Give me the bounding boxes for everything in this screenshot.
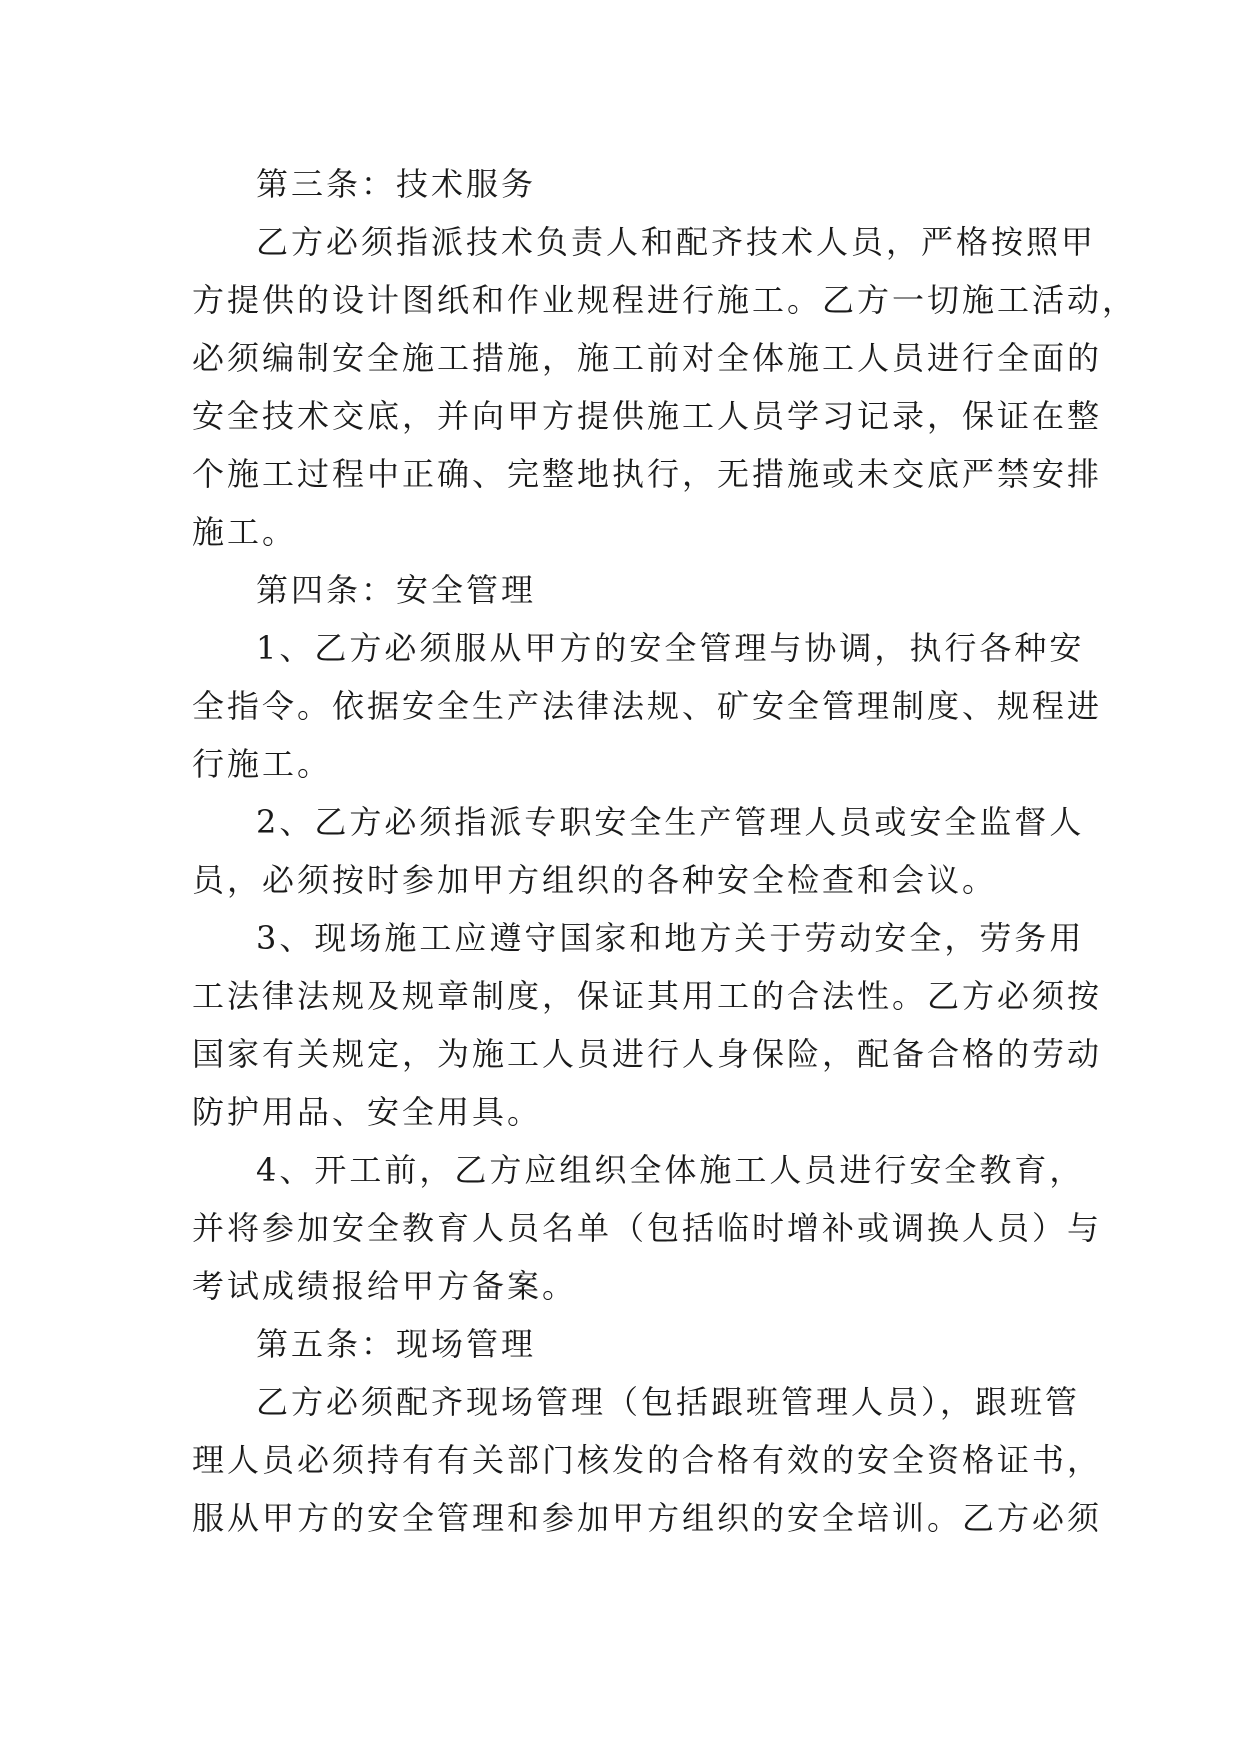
paragraph-line: 施工。 <box>192 513 298 551</box>
paragraph-line: 个施工过程中正确、完整地执行，无措施或未交底严禁安排 <box>192 455 1103 493</box>
document-body <box>192 155 1138 1547</box>
paragraph-line: 员，必须按时参加甲方组织的各种安全检查和会议。 <box>192 861 998 899</box>
paragraph-line: 并将参加安全教育人员名单（包括临时增补或调换人员）与 <box>192 1209 1103 1247</box>
paragraph-line: 考试成绩报给甲方备案。 <box>192 1267 578 1305</box>
paragraph-line: 国家有关规定，为施工人员进行人身保险，配备合格的劳动 <box>192 1035 1103 1073</box>
paragraph-line: 必须编制安全施工措施，施工前对全体施工人员进行全面的 <box>192 339 1103 377</box>
paragraph-line: 4、开工前，乙方应组织全体施工人员进行安全教育， <box>256 1151 1085 1189</box>
paragraph-line: 2、乙方必须指派专职安全生产管理人员或安全监督人 <box>256 803 1085 841</box>
article-5-heading: 第五条：现场管理 <box>256 1325 537 1363</box>
paragraph-line: 1、乙方必须服从甲方的安全管理与协调，执行各种安 <box>256 629 1085 667</box>
paragraph-line: 全指令。依据安全生产法律法规、矿安全管理制度、规程进 <box>192 687 1103 725</box>
paragraph-line: 服从甲方的安全管理和参加甲方组织的安全培训。乙方必须 <box>192 1499 1103 1537</box>
paragraph-line: 防护用品、安全用具。 <box>192 1093 543 1131</box>
paragraph-line: 乙方必须配齐现场管理（包括跟班管理人员），跟班管 <box>256 1383 1081 1421</box>
article-3-heading: 第三条：技术服务 <box>256 165 537 203</box>
paragraph-line: 3、现场施工应遵守国家和地方关于劳动安全，劳务用 <box>256 919 1085 957</box>
paragraph-line: 理人员必须持有有关部门核发的合格有效的安全资格证书， <box>192 1441 1103 1479</box>
paragraph-line: 行施工。 <box>192 745 333 783</box>
paragraph-line: 安全技术交底，并向甲方提供施工人员学习记录，保证在整 <box>192 397 1103 435</box>
article-4-heading: 第四条：安全管理 <box>256 571 537 609</box>
paragraph-line: 乙方必须指派技术负责人和配齐技术人员，严格按照甲 <box>256 223 1097 261</box>
paragraph-line: 方提供的设计图纸和作业规程进行施工。乙方一切施工活动， <box>192 281 1138 319</box>
paragraph-line: 工法律法规及规章制度，保证其用工的合法性。乙方必须按 <box>192 977 1103 1015</box>
